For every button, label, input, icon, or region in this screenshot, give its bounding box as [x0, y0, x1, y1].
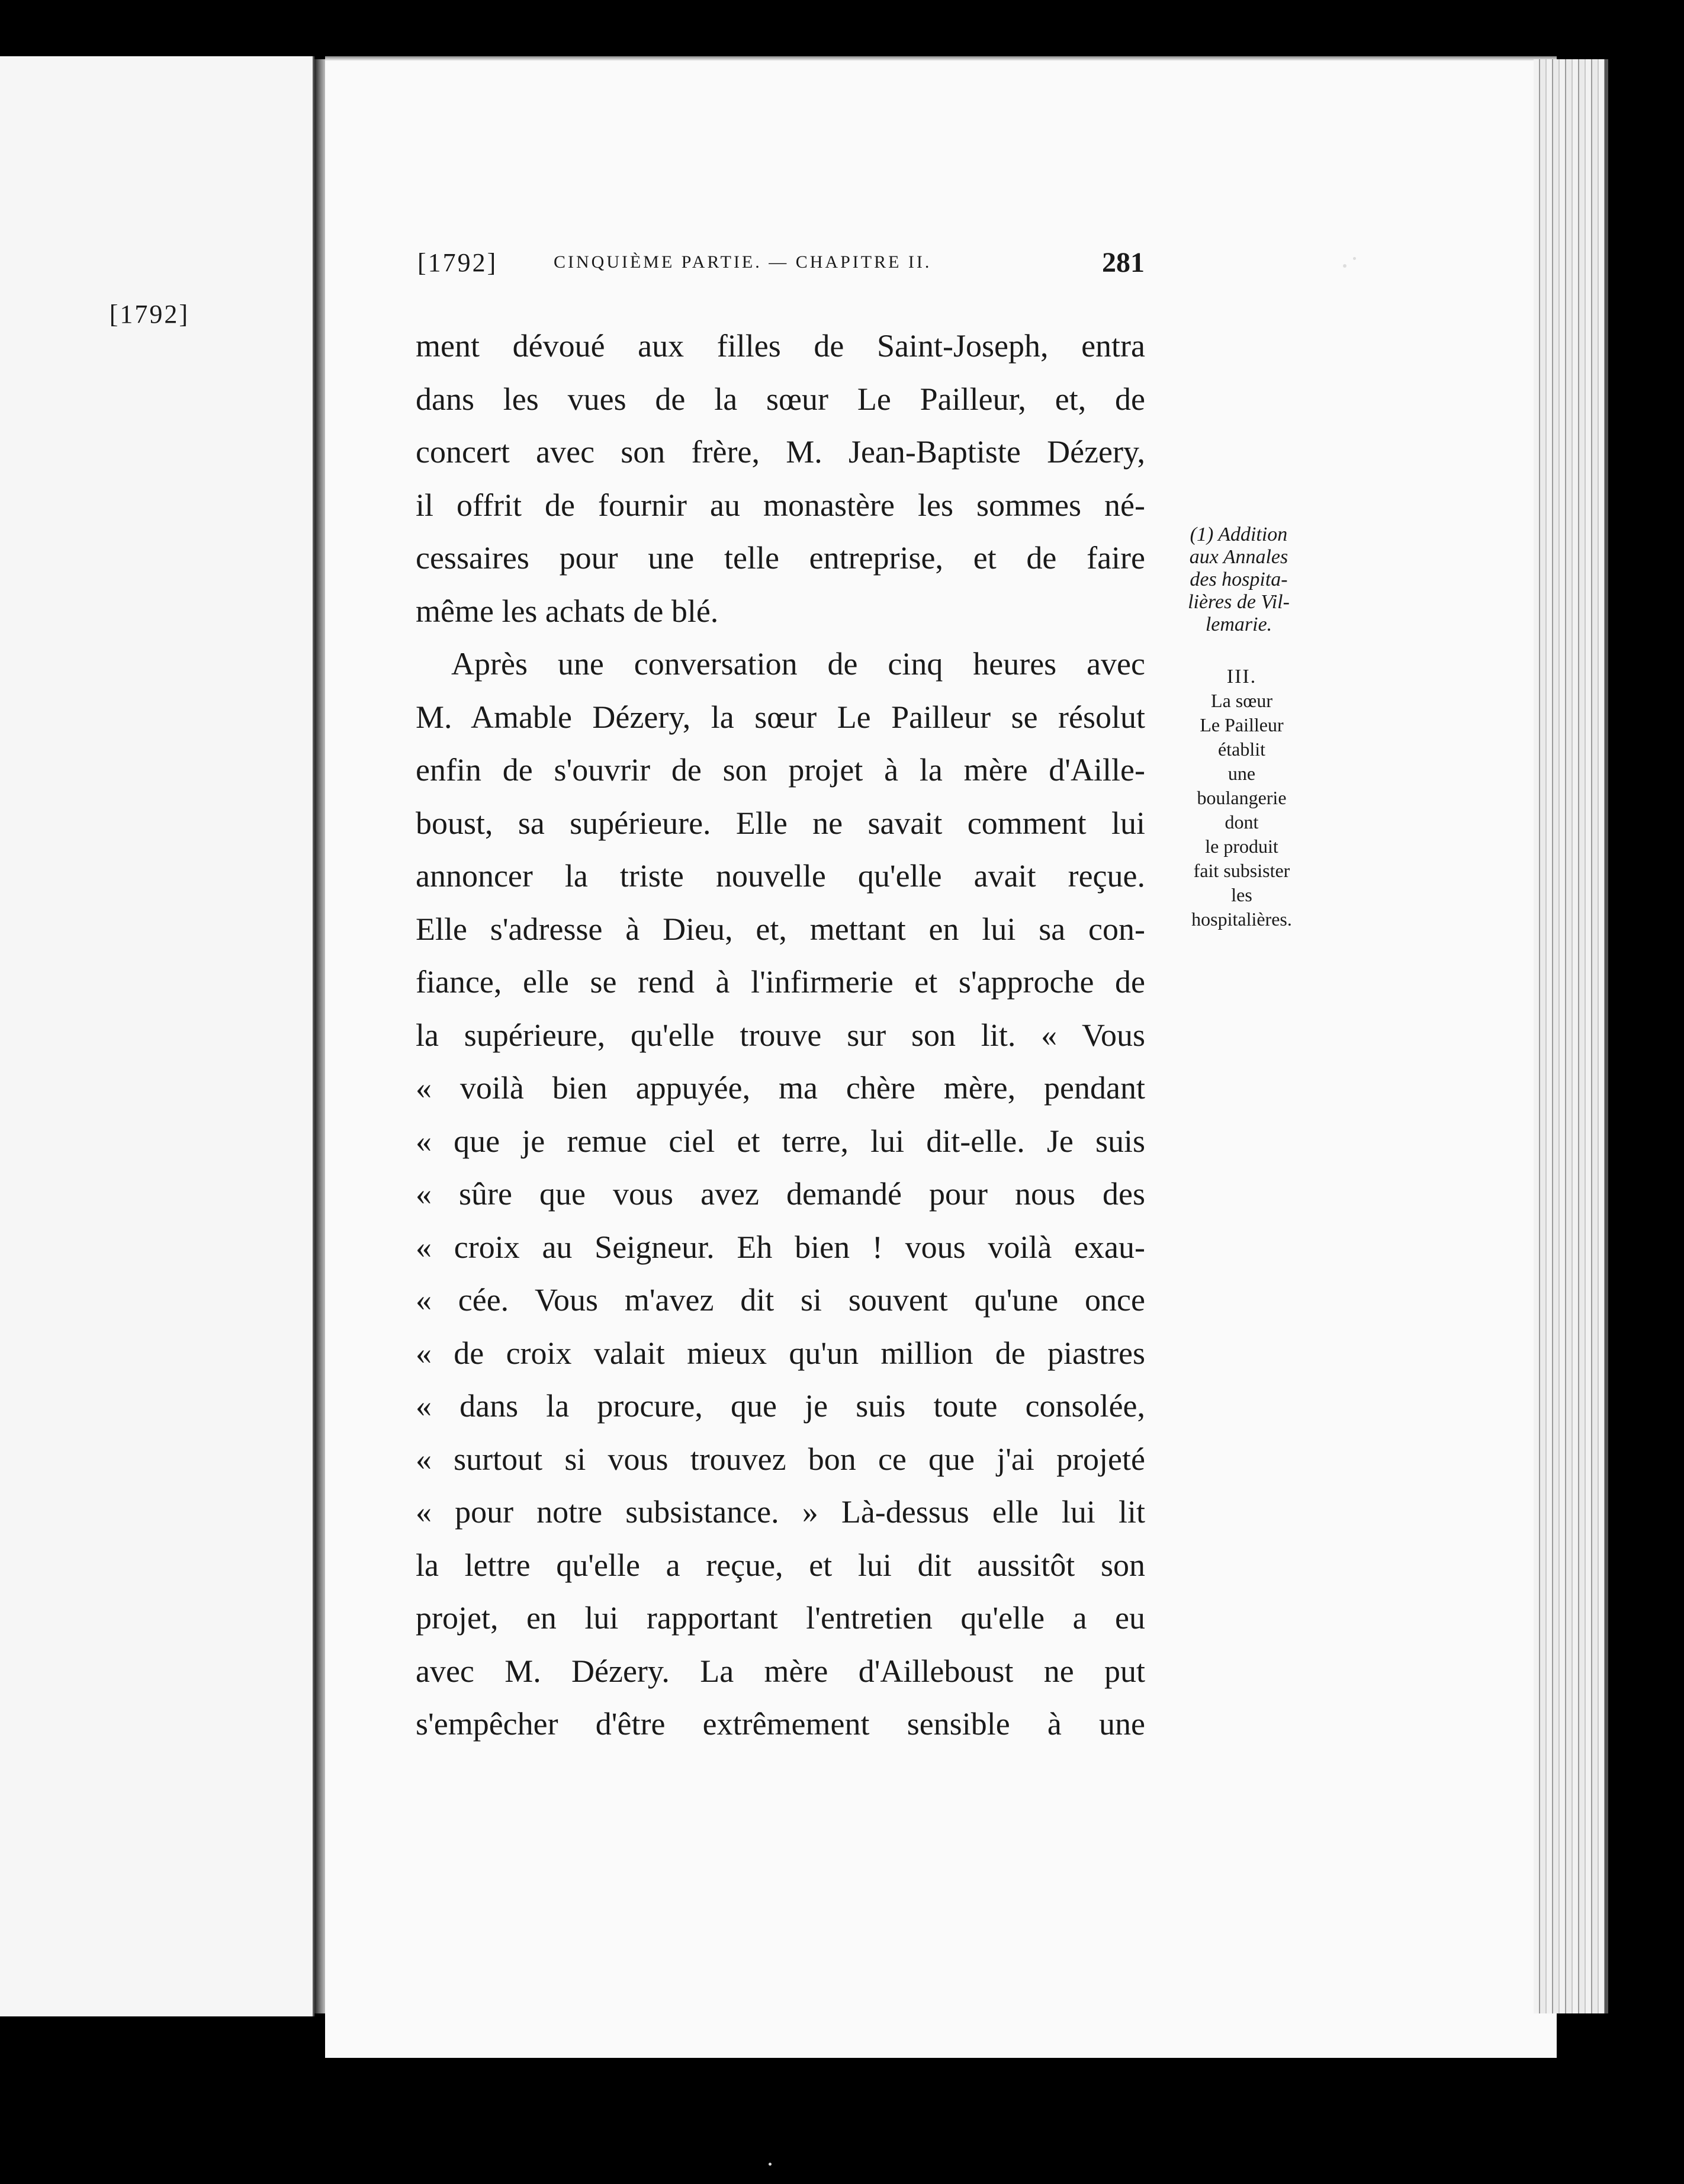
page-edges	[1534, 59, 1608, 2013]
marginal-note-line: une	[1227, 763, 1256, 784]
body-line: il offrit de fournir au monastère les sommes né-	[416, 487, 1145, 523]
dust-speck	[1353, 257, 1356, 260]
footnote	[1156, 523, 1322, 636]
body-line: « voilà bien appuyée, ma chère mère, pendant	[416, 1070, 1145, 1106]
body-line: « que je remue ciel et terre, lui dit-elle. Je suis	[416, 1123, 1145, 1159]
body-line: ment dévoué aux filles de Saint-Joseph, entra	[416, 328, 1145, 364]
page-number: 281	[1102, 247, 1145, 278]
body-line: la supérieure, qu'elle trouve sur son lit. « Vous	[416, 1017, 1145, 1053]
marginal-note-line: dont	[1225, 811, 1259, 833]
footnote-line: lières de Vil-	[1188, 591, 1290, 613]
body-line: « cée. Vous m'avez dit si souvent qu'une once	[416, 1282, 1145, 1318]
marginal-note	[1162, 664, 1322, 932]
marginal-note-line: le produit	[1205, 836, 1278, 857]
body-line: M. Amable Dézery, la sœur Le Pailleur se résolut	[416, 699, 1145, 735]
body-line: Après une conversation de cinq heures avec	[451, 646, 1145, 682]
body-line: « croix au Seigneur. Eh bien ! vous voilà exau-	[416, 1229, 1145, 1265]
marginal-note-line: Le Pailleur	[1200, 714, 1284, 736]
header-title: CINQUIÈME PARTIE. — CHAPITRE II.	[554, 252, 932, 272]
body-line: annoncer la triste nouvelle qu'elle avait reçue.	[416, 858, 1145, 894]
footnote-line: aux Annales	[1189, 546, 1288, 568]
marginal-note-line: boulangerie	[1197, 787, 1287, 808]
footnote-line: (1) Addition	[1190, 523, 1288, 545]
marginal-note-lines	[1162, 689, 1322, 932]
body-line: « sûre que vous avez demandé pour nous des	[416, 1176, 1145, 1212]
body-line: Elle s'adresse à Dieu, et, mettant en lui sa con-	[416, 911, 1145, 947]
body-line: enfin de s'ouvrir de son projet à la mère d'Aille-	[416, 752, 1145, 788]
body-line: cessaires pour une telle entreprise, et de faire	[416, 540, 1145, 576]
body-line: même les achats de blé.	[416, 593, 719, 629]
body-line: dans les vues de la sœur Le Pailleur, et, de	[416, 381, 1145, 417]
body-line: « surtout si vous trouvez bon ce que j'ai projeté	[416, 1441, 1145, 1477]
marginal-note-number: III.	[1226, 666, 1257, 688]
footnote-line: lemarie.	[1205, 614, 1272, 635]
body-line: « dans la procure, que je suis toute consolée,	[416, 1388, 1145, 1424]
body-line: s'empêcher d'être extrêmement sensible à une	[416, 1706, 1145, 1742]
body-line: boust, sa supérieure. Elle ne savait comment lui	[416, 805, 1145, 841]
body-line: avec M. Dézery. La mère d'Ailleboust ne put	[416, 1653, 1145, 1689]
dust-speck	[769, 2163, 772, 2166]
marginal-note-line: fait subsister	[1193, 860, 1290, 881]
header-year: [1792]	[417, 248, 498, 277]
marginal-note-line: établit	[1218, 738, 1265, 760]
dust-speck	[1343, 264, 1346, 268]
book-gutter	[314, 59, 325, 2013]
marginal-note-line: La sœur	[1211, 690, 1272, 711]
marginal-note-line: les	[1231, 884, 1252, 905]
body-line: projet, en lui rapportant l'entretien qu'elle a eu	[416, 1600, 1145, 1636]
body-line: « pour notre subsistance. » Là-dessus elle lui lit	[416, 1494, 1145, 1530]
left-page	[0, 56, 314, 2016]
body-line: la lettre qu'elle a reçue, et lui dit aussitôt son	[416, 1547, 1145, 1583]
footnote-line: des hospita-	[1190, 569, 1288, 590]
running-header	[417, 248, 1145, 283]
left-page-header: [1792]	[109, 300, 189, 329]
body-line: concert avec son frère, M. Jean-Baptiste Dézery,	[416, 434, 1145, 470]
marginal-note-line: hospitalières.	[1191, 908, 1292, 930]
page-top-shadow	[325, 56, 1557, 61]
body-line: « de croix valait mieux qu'un million de piastres	[416, 1335, 1145, 1371]
body-line: fiance, elle se rend à l'infirmerie et s'approche de	[416, 964, 1145, 1000]
body-text	[416, 320, 1145, 1751]
